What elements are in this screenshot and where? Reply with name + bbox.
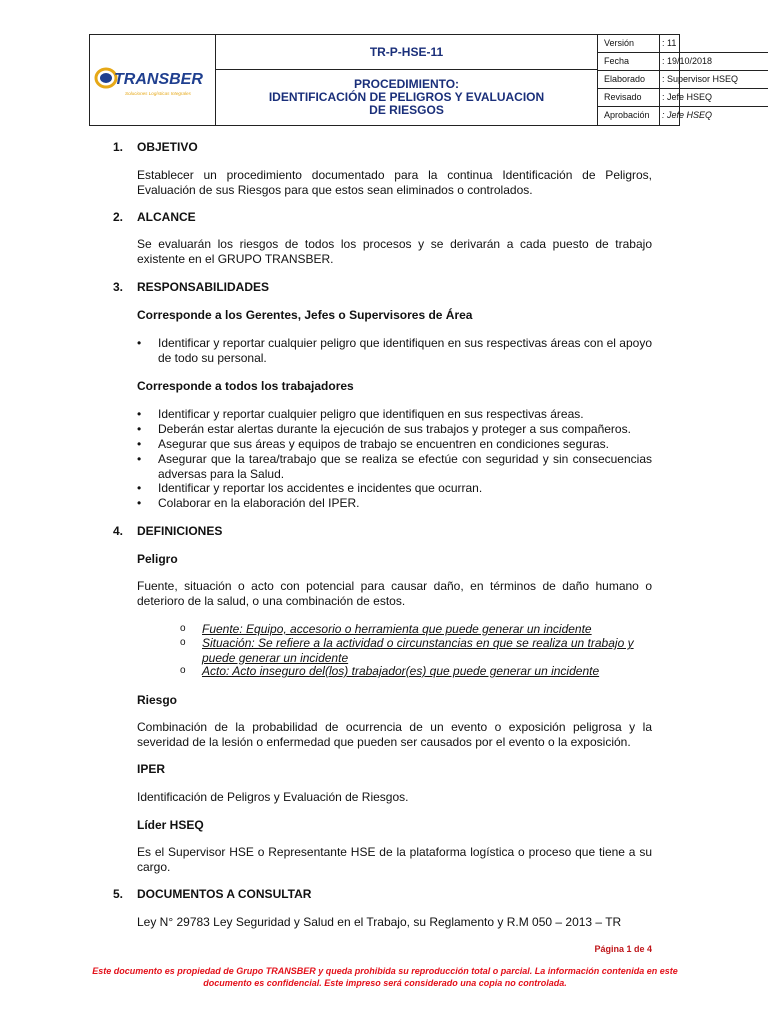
list-item-text: Situación: Se refiere a la actividad o circunstancias en que se realiza un trabajo y puede generar un incidente (202, 636, 634, 665)
peligro-paragraph: Fuente, situación o acto con potencial para causar daño, en términos de daño humano o deterioro de la salud, o una combinación de estos. (137, 579, 652, 608)
meta-key: Fecha (598, 53, 660, 71)
bullet-icon: • (137, 407, 142, 421)
list-item-text: Identificar y reportar los accidentes e incidentes que ocurran. (158, 481, 483, 495)
list-item (137, 422, 652, 437)
logo-cell (90, 35, 216, 125)
meta-value: : 19/10/2018 (660, 53, 768, 71)
page-number: Página 1 de 4 (594, 944, 652, 954)
riesgo-paragraph: Combinación de la probabilidad de ocurrencia de un evento o exposición peligrosa y la severidad de la lesión o enfermedad que pueden ser causados por el evento o la exposición. (137, 720, 652, 749)
subheading-peligro: Peligro (137, 552, 178, 566)
iper-paragraph: Identificación de Peligros y Evaluación de Riesgos. (137, 790, 409, 804)
title-line-3: DE RIESGOS (369, 103, 444, 117)
bullet-icon: • (137, 481, 142, 495)
list-item (137, 496, 652, 511)
meta-value: : Jefe HSEQ (660, 89, 768, 107)
alcance-paragraph: Se evaluarán los riesgos de todos los procesos y se derivarán a cada puesto de trabajo existente en el GRUPO TRANSBER. (137, 237, 652, 266)
list-item-text: Acto: Acto inseguro del(los) trabajador(es) que puede generar un incidente (202, 664, 600, 678)
section-title: DEFINICIONES (137, 524, 223, 538)
list-item (180, 664, 652, 679)
list-item-text: Identificar y reportar cualquier peligro que identifiquen en sus respectivas áreas con el apoyo de todo su personal. (158, 336, 652, 365)
document-title (216, 70, 598, 125)
meta-value: : Supervisor HSEQ (660, 71, 768, 89)
title-line-2: IDENTIFICACIÓN DE PELIGROS Y EVALUACION (268, 90, 545, 104)
subheading-lider-hseq: Líder HSEQ (137, 818, 204, 832)
section-number: 4. (113, 524, 124, 538)
bullet-icon: • (137, 496, 142, 510)
lider-hseq-paragraph: Es el Supervisor HSE o Representante HSE de la plataforma logística o proceso que tiene a su cargo. (137, 845, 652, 874)
subheading-riesgo: Riesgo (137, 693, 178, 707)
section-heading-definiciones (113, 524, 222, 538)
list-item-text: Deberán estar alertas durante la ejecución de sus trabajos y proteger a sus compañeros. (158, 422, 631, 436)
meta-key: Aprobación (598, 107, 660, 125)
meta-value: : 11 (660, 35, 768, 53)
circle-bullet-icon: o (180, 637, 186, 648)
circle-bullet-icon: o (180, 623, 186, 634)
transber-logo (94, 63, 214, 99)
meta-row-date (598, 53, 768, 71)
subheading-iper: IPER (137, 762, 166, 776)
section-heading-alcance (113, 210, 196, 224)
confidentiality-notice: Este documento es propiedad de Grupo TRANSBER y queda prohibida su reproducción total o parcial. La información contenida en este documento es confidencial. Este impreso será considerado una copia no controlada. (92, 966, 678, 988)
list-item-text: Identificar y reportar cualquier peligro que identifiquen en sus respectivas áreas. (158, 407, 584, 421)
list-item-text: Fuente: Equipo, accesorio o herramienta que puede generar un incidente (202, 622, 592, 636)
section-number: 3. (113, 280, 124, 294)
list-item (137, 437, 652, 452)
circle-bullet-icon: o (180, 665, 186, 676)
meta-key: Elaborado (598, 71, 660, 89)
objetivo-paragraph: Establecer un procedimiento documentado para la continua Identificación de Peligros, Evaluación de sus Riesgos para que estos sean eliminados o controlados. (137, 168, 652, 197)
meta-row-version (598, 35, 768, 53)
list-item (137, 407, 652, 422)
bullet-icon: • (137, 422, 142, 436)
document-header (89, 34, 739, 126)
section-title: DOCUMENTOS A CONSULTAR (137, 887, 312, 901)
section-title: ALCANCE (137, 210, 196, 224)
section-number: 1. (113, 140, 124, 154)
document-code: TR-P-HSE-11 (216, 35, 598, 70)
section-heading-responsabilidades (113, 280, 269, 294)
subheading-gerentes: Corresponde a los Gerentes, Jefes o Supervisores de Área (137, 308, 473, 322)
meta-row-prepared (598, 71, 768, 89)
title-line-1: PROCEDIMIENTO: (353, 77, 460, 91)
section-heading-objetivo (113, 140, 198, 154)
section-number: 5. (113, 887, 124, 901)
section-heading-documentos (113, 887, 311, 901)
documentos-paragraph: Ley N° 29783 Ley Seguridad y Salud en el Trabajo, su Reglamento y R.M 050 – 2013 – TR (137, 915, 622, 929)
meta-row-reviewed (598, 89, 768, 107)
logo-tagline: Soluciones Logísticas Integrales (125, 91, 191, 96)
meta-key: Versión (598, 35, 660, 53)
subheading-trabajadores: Corresponde a todos los trabajadores (137, 379, 354, 393)
list-item-text: Asegurar que la tarea/trabajo que se realiza se efectúe con seguridad y sin consecuencias adversas para la Salud. (158, 452, 652, 481)
list-item (137, 452, 652, 481)
bullet-icon: • (137, 336, 142, 350)
logo-text: TRANSBER (114, 71, 203, 88)
meta-key: Revisado (598, 89, 660, 107)
section-title: RESPONSABILIDADES (137, 280, 270, 294)
list-item (180, 636, 652, 665)
list-item (180, 622, 652, 637)
bullet-icon: • (137, 452, 142, 466)
list-item-text: Asegurar que sus áreas y equipos de trabajo se encuentren en condiciones seguras. (158, 437, 609, 451)
section-title: OBJETIVO (137, 140, 198, 154)
meta-row-approved (598, 107, 768, 125)
list-item-text: Colaborar en la elaboración del IPER. (158, 496, 360, 510)
list-item (137, 336, 652, 365)
meta-value: : Jefe HSEQ (662, 110, 713, 120)
list-item (137, 481, 652, 496)
section-number: 2. (113, 210, 124, 224)
bullet-icon: • (137, 437, 142, 451)
